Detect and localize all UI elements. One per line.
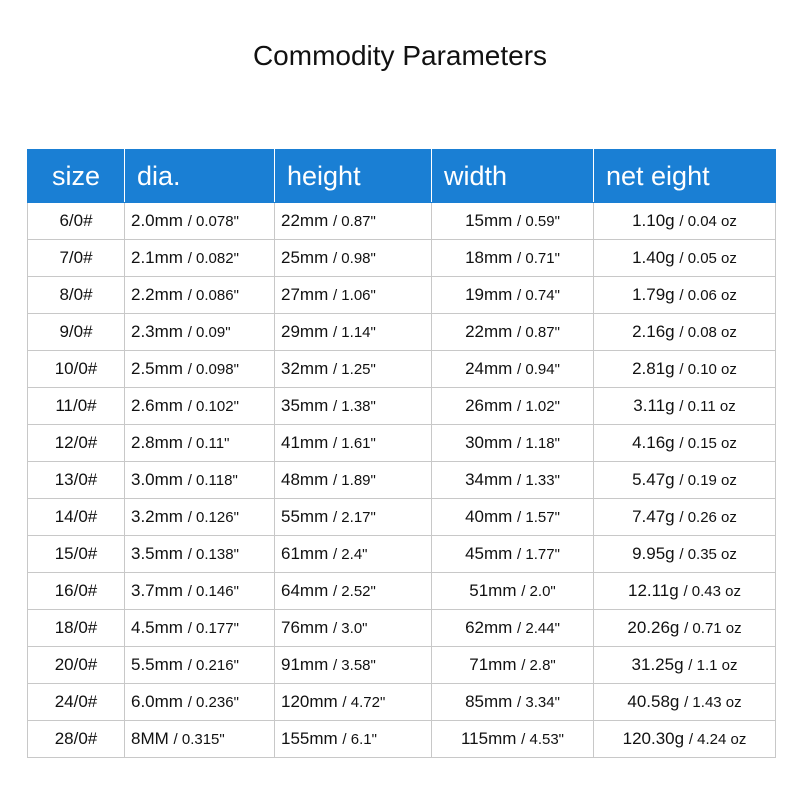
diameter-inch: / 0.118" (187, 472, 238, 489)
size-value: 18/0# (54, 618, 98, 637)
height-inch: / 2.52" (332, 583, 376, 600)
net-weight-cell (594, 462, 776, 499)
width-inch: / 4.53" (521, 731, 565, 748)
size-cell (28, 351, 125, 388)
size-value: 24/0# (54, 692, 98, 711)
size-cell (28, 203, 125, 240)
width-mm: 34mm (465, 470, 513, 489)
diameter-mm: 3.0mm (131, 470, 183, 489)
diameter-cell (125, 536, 275, 573)
diameter-mm: 2.6mm (131, 396, 183, 415)
parameters-table (27, 149, 776, 758)
width-inch: / 0.71" (517, 250, 560, 267)
net-weight-cell (594, 314, 776, 351)
height-inch: / 3.0" (332, 620, 368, 637)
height-mm: 55mm (281, 507, 329, 526)
diameter-mm: 3.5mm (131, 544, 183, 563)
diameter-inch: / 0.11" (187, 435, 230, 452)
height-mm: 48mm (281, 470, 329, 489)
width-cell (432, 536, 594, 573)
weight-oz: / 0.15 oz (679, 435, 737, 452)
width-cell (432, 388, 594, 425)
width-inch: / 1.33" (517, 472, 560, 489)
weight-oz: / 0.06 oz (679, 287, 737, 304)
height-cell (275, 462, 432, 499)
diameter-cell (125, 462, 275, 499)
weight-oz: / 4.24 oz (688, 731, 747, 748)
weight-oz: / 0.26 oz (679, 509, 737, 526)
width-cell (432, 277, 594, 314)
table-row (28, 721, 776, 758)
weight-g: 31.25g (631, 655, 684, 674)
width-mm: 26mm (465, 396, 513, 415)
width-inch: / 1.57" (517, 509, 560, 526)
size-cell (28, 721, 125, 758)
height-mm: 91mm (281, 655, 329, 674)
table-row (28, 573, 776, 610)
width-mm: 24mm (465, 359, 513, 378)
net-weight-cell (594, 240, 776, 277)
table-row (28, 314, 776, 351)
diameter-mm: 8MM (131, 729, 169, 748)
height-inch: / 1.89" (332, 472, 376, 489)
width-mm: 62mm (465, 618, 513, 637)
height-mm: 76mm (281, 618, 329, 637)
weight-g: 7.47g (632, 507, 675, 526)
net-weight-cell (594, 647, 776, 684)
width-inch: / 0.74" (517, 287, 560, 304)
diameter-cell (125, 351, 275, 388)
height-mm: 27mm (281, 285, 329, 304)
height-cell (275, 721, 432, 758)
height-cell (275, 203, 432, 240)
width-cell (432, 610, 594, 647)
diameter-cell (125, 573, 275, 610)
diameter-inch: / 0.146" (187, 583, 239, 600)
height-inch: / 2.17" (332, 509, 376, 526)
table-row (28, 536, 776, 573)
width-mm: 19mm (465, 285, 513, 304)
weight-g: 5.47g (632, 470, 675, 489)
net-weight-cell (594, 351, 776, 388)
height-cell (275, 573, 432, 610)
weight-g: 1.40g (632, 248, 675, 267)
weight-oz: / 0.71 oz (684, 620, 742, 637)
table-row (28, 351, 776, 388)
weight-oz: / 0.05 oz (679, 250, 737, 267)
diameter-cell (125, 647, 275, 684)
weight-oz: / 0.19 oz (679, 472, 737, 489)
weight-oz: / 0.11 oz (679, 398, 736, 415)
diameter-inch: / 0.236" (187, 694, 239, 711)
height-cell (275, 240, 432, 277)
height-mm: 61mm (281, 544, 329, 563)
height-mm: 35mm (281, 396, 329, 415)
width-cell (432, 499, 594, 536)
width-mm: 22mm (465, 322, 513, 341)
size-value: 15/0# (54, 544, 98, 563)
table-header-row (28, 150, 776, 203)
height-inch: / 1.61" (332, 435, 376, 452)
weight-g: 2.16g (632, 322, 675, 341)
height-inch: / 4.72" (342, 694, 386, 711)
width-cell (432, 647, 594, 684)
table-row (28, 499, 776, 536)
size-cell (28, 388, 125, 425)
size-cell (28, 240, 125, 277)
net-weight-cell (594, 203, 776, 240)
size-value: 20/0# (54, 655, 98, 674)
size-value: 16/0# (54, 581, 98, 600)
diameter-mm: 3.7mm (131, 581, 183, 600)
diameter-cell (125, 388, 275, 425)
diameter-mm: 2.2mm (131, 285, 183, 304)
diameter-mm: 4.5mm (131, 618, 183, 637)
size-value: 11/0# (55, 396, 97, 415)
diameter-inch: / 0.126" (187, 509, 239, 526)
size-cell (28, 573, 125, 610)
table-row (28, 277, 776, 314)
header-size: size (28, 150, 125, 203)
height-mm: 155mm (281, 729, 338, 748)
height-mm: 41mm (281, 433, 329, 452)
size-cell (28, 499, 125, 536)
size-value: 13/0# (54, 470, 98, 489)
net-weight-cell (594, 721, 776, 758)
weight-oz: / 0.35 oz (679, 546, 737, 563)
diameter-cell (125, 610, 275, 647)
width-mm: 71mm (469, 655, 517, 674)
page-title: Commodity Parameters (252, 40, 548, 71)
width-cell (432, 240, 594, 277)
diameter-inch: / 0.138" (187, 546, 239, 563)
diameter-inch: / 0.082" (187, 250, 239, 267)
weight-g: 4.16g (632, 433, 675, 452)
weight-oz: / 0.10 oz (679, 361, 737, 378)
table-row (28, 203, 776, 240)
diameter-cell (125, 203, 275, 240)
weight-g: 9.95g (632, 544, 675, 563)
height-cell (275, 647, 432, 684)
height-inch: / 3.58" (332, 657, 376, 674)
size-cell (28, 314, 125, 351)
size-cell (28, 425, 125, 462)
weight-g: 12.11g (627, 581, 679, 600)
width-cell (432, 203, 594, 240)
diameter-mm: 6.0mm (131, 692, 183, 711)
header-net-weight: net eight (594, 150, 776, 203)
width-mm: 45mm (465, 544, 513, 563)
height-inch: / 2.4" (332, 546, 368, 563)
width-mm: 15mm (465, 211, 513, 230)
diameter-inch: / 0.315" (173, 731, 225, 748)
height-inch: / 1.14" (332, 324, 376, 341)
width-cell (432, 684, 594, 721)
height-cell (275, 388, 432, 425)
diameter-mm: 5.5mm (131, 655, 183, 674)
diameter-inch: / 0.086" (187, 287, 239, 304)
size-cell (28, 647, 125, 684)
diameter-cell (125, 721, 275, 758)
height-inch: / 1.06" (332, 287, 376, 304)
diameter-inch: / 0.098" (187, 361, 239, 378)
size-cell (28, 684, 125, 721)
height-inch: / 0.98" (332, 250, 376, 267)
height-cell (275, 536, 432, 573)
table-body (28, 203, 776, 758)
net-weight-cell (594, 499, 776, 536)
net-weight-cell (594, 536, 776, 573)
net-weight-cell (594, 277, 776, 314)
size-cell (28, 277, 125, 314)
table-row (28, 684, 776, 721)
width-mm: 18mm (465, 248, 513, 267)
diameter-cell (125, 684, 275, 721)
width-inch: / 3.34" (517, 694, 560, 711)
weight-g: 3.11g (633, 396, 675, 415)
width-mm: 30mm (465, 433, 513, 452)
table-row (28, 647, 776, 684)
width-cell (432, 721, 594, 758)
height-inch: / 1.25" (332, 361, 376, 378)
net-weight-cell (594, 388, 776, 425)
weight-oz: / 0.43 oz (683, 583, 741, 600)
height-mm: 22mm (281, 211, 329, 230)
height-cell (275, 314, 432, 351)
net-weight-cell (594, 684, 776, 721)
weight-oz: / 0.08 oz (679, 324, 737, 341)
height-mm: 32mm (281, 359, 329, 378)
net-weight-cell (594, 573, 776, 610)
width-inch: / 2.8" (521, 657, 556, 674)
diameter-mm: 2.8mm (131, 433, 183, 452)
net-weight-cell (594, 425, 776, 462)
weight-g: 2.81g (632, 359, 675, 378)
height-mm: 29mm (281, 322, 329, 341)
diameter-cell (125, 314, 275, 351)
weight-g: 1.10g (632, 211, 675, 230)
weight-g: 120.30g (622, 729, 685, 748)
diameter-inch: / 0.216" (187, 657, 239, 674)
height-mm: 25mm (281, 248, 329, 267)
height-cell (275, 425, 432, 462)
size-value: 8/0# (59, 285, 93, 304)
width-cell (432, 573, 594, 610)
size-value: 9/0# (59, 322, 93, 341)
size-value: 12/0# (54, 433, 98, 452)
width-cell (432, 462, 594, 499)
height-inch: / 0.87" (332, 213, 376, 230)
diameter-mm: 2.3mm (131, 322, 183, 341)
diameter-cell (125, 277, 275, 314)
size-cell (28, 462, 125, 499)
height-cell (275, 610, 432, 647)
width-mm: 85mm (465, 692, 513, 711)
diameter-mm: 2.5mm (131, 359, 183, 378)
height-cell (275, 351, 432, 388)
header-width: width (432, 150, 594, 203)
size-value: 7/0# (59, 248, 93, 267)
table-row (28, 388, 776, 425)
width-cell (432, 351, 594, 388)
height-cell (275, 499, 432, 536)
net-weight-cell (594, 610, 776, 647)
width-mm: 40mm (465, 507, 513, 526)
table-row (28, 425, 776, 462)
weight-oz: / 1.43 oz (684, 694, 742, 711)
diameter-cell (125, 425, 275, 462)
diameter-mm: 3.2mm (131, 507, 183, 526)
diameter-cell (125, 499, 275, 536)
width-mm: 51mm (469, 581, 517, 600)
size-value: 6/0# (59, 211, 93, 230)
diameter-inch: / 0.102" (187, 398, 239, 415)
size-value: 28/0# (54, 729, 98, 748)
width-inch: / 2.0" (521, 583, 556, 600)
width-inch: / 2.44" (517, 620, 560, 637)
weight-oz: / 1.1 oz (688, 657, 738, 674)
width-inch: / 0.94" (517, 361, 560, 378)
height-inch: / 6.1" (342, 731, 377, 748)
height-mm: 64mm (281, 581, 329, 600)
size-cell (28, 536, 125, 573)
weight-g: 1.79g (632, 285, 675, 304)
table-row (28, 240, 776, 277)
width-inch: / 1.77" (517, 546, 560, 563)
weight-g: 40.58g (627, 692, 680, 711)
width-mm: 115mm (460, 729, 517, 748)
width-inch: / 1.18" (517, 435, 560, 452)
size-value: 14/0# (54, 507, 98, 526)
diameter-cell (125, 240, 275, 277)
header-diameter: dia. (125, 150, 275, 203)
width-cell (432, 314, 594, 351)
width-inch: / 0.59" (517, 213, 560, 230)
height-inch: / 1.38" (332, 398, 376, 415)
size-value: 10/0# (54, 359, 98, 378)
width-cell (432, 425, 594, 462)
diameter-inch: / 0.078" (187, 213, 239, 230)
height-cell (275, 684, 432, 721)
height-mm: 120mm (281, 692, 338, 711)
table-row (28, 610, 776, 647)
width-inch: / 0.87" (517, 324, 560, 341)
size-cell (28, 610, 125, 647)
width-inch: / 1.02" (517, 398, 560, 415)
diameter-inch: / 0.09" (187, 324, 231, 341)
table-row (28, 462, 776, 499)
diameter-inch: / 0.177" (187, 620, 239, 637)
weight-g: 20.26g (627, 618, 680, 637)
weight-oz: / 0.04 oz (679, 213, 737, 230)
diameter-mm: 2.0mm (131, 211, 183, 230)
height-cell (275, 277, 432, 314)
diameter-mm: 2.1mm (131, 248, 183, 267)
header-height: height (275, 150, 432, 203)
